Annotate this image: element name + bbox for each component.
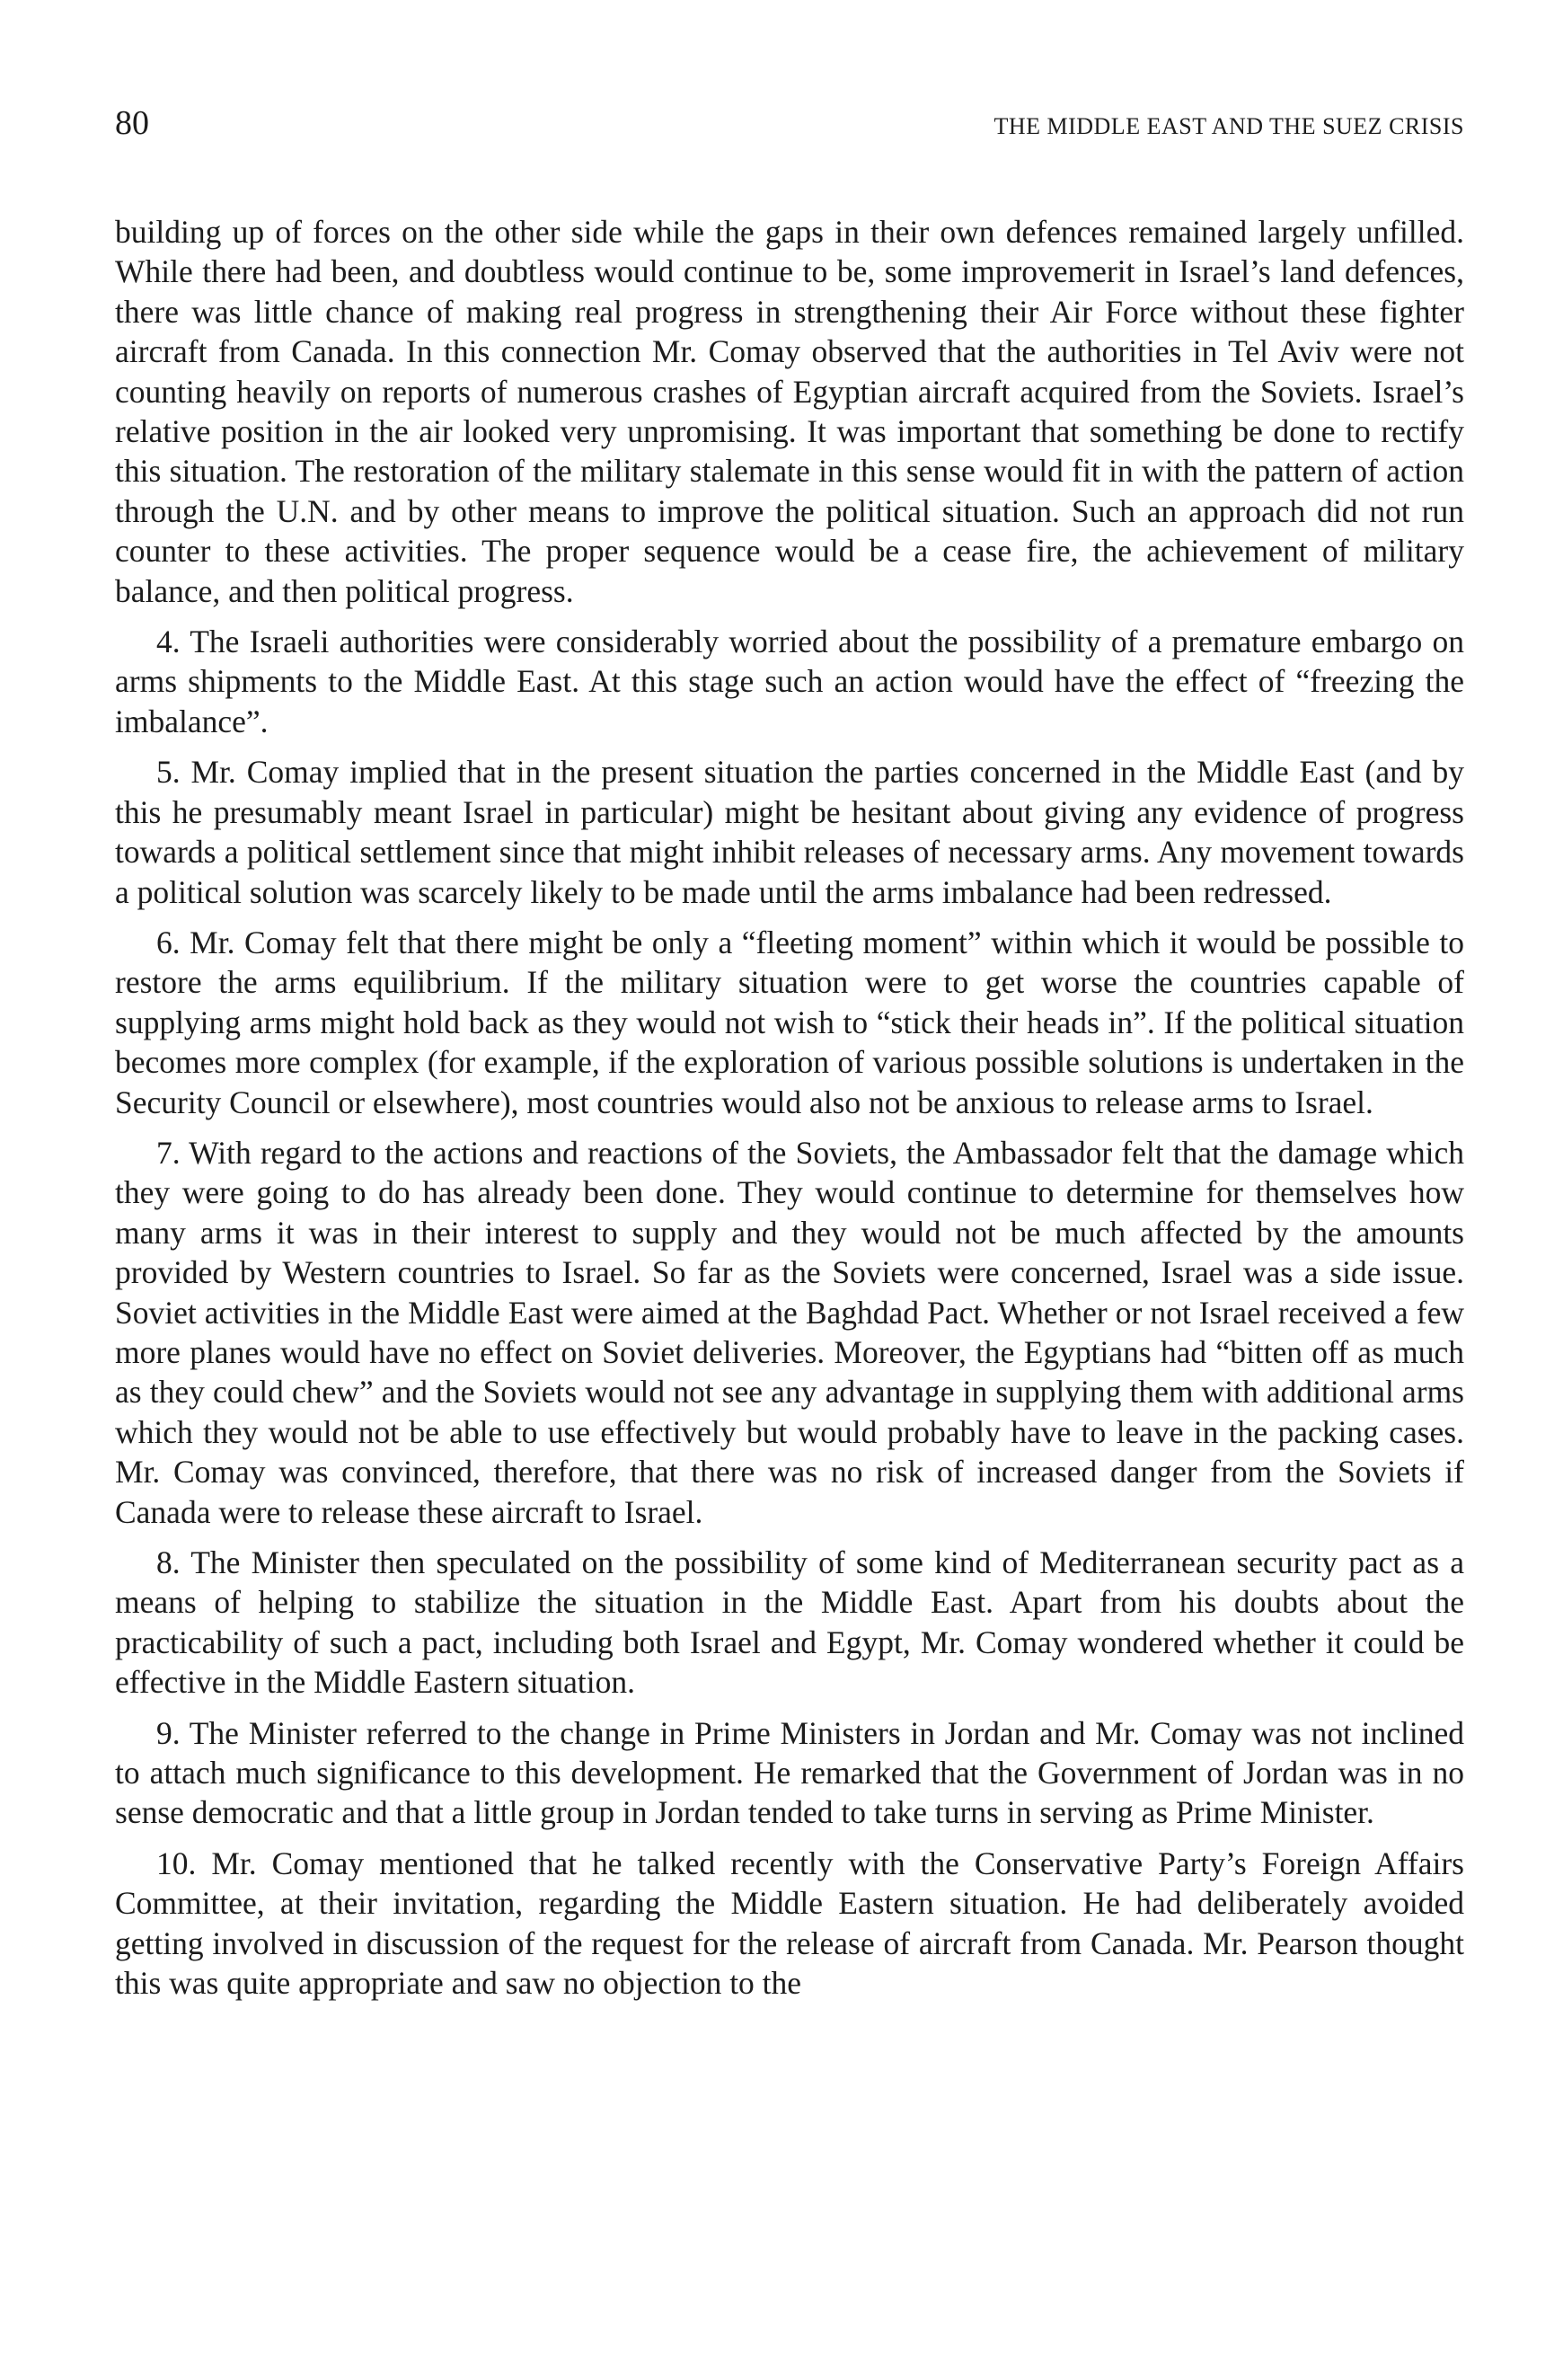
paragraph-10: 10. Mr. Comay mentioned that he talked recently with the Conservative Party’s Foreign Affairs Committee, at their invitation, regarding the Middle Eastern situation. He had deliberately avoided getting involved in discussion of the request for the release of aircraft from Canada. Mr. Pearson thought this was quite appropriate and saw no objection to the — [115, 1845, 1464, 2002]
running-header — [115, 106, 1464, 160]
paragraph-9: 9. The Minister referred to the change in Prime Ministers in Jordan and Mr. Comay was not inclined to attach much significance to this development. He remarked that the Government of Jordan was in no sense democratic and that a little group in Jordan tended to take turns in serving as Prime Minister. — [115, 1714, 1464, 1831]
paragraph-7: 7. With regard to the actions and reactions of the Soviets, the Ambassador felt that the damage which they were going to do has already been done. They would continue to determine for themselves how many arms it was in their interest to supply and they would not be much affected by the amounts provided by Western countries to Israel. So far as the Soviets were concerned, Israel was a side issue. Soviet activities in the Middle East were aimed at the Baghdad Pact. Whether or not Israel received a few more planes would have no effect on Soviet deliveries. Moreover, the Egyptians had “bitten off as much as they could chew” and the Soviets would not see any advantage in supplying them with additional arms which they would not be able to use effectively but would probably have to leave in the packing cases. Mr. Comay was convinced, therefore, that there was no risk of increased danger from the Soviets if Canada were to release these aircraft to Israel. — [115, 1134, 1464, 1530]
document-page — [115, 106, 1464, 2013]
paragraph-continued: building up of forces on the other side while the gaps in their own defences remained largely unfilled. While there had been, and doubtless would continue to be, some improvemerit in Israel’s land defences, there was little chance of making real progress in strengthening their Air Force without these fighter aircraft from Canada. In this connection Mr. Comay observed that the authorities in Tel Aviv were not counting heavily on reports of numerous crashes of Egyptian aircraft acquired from the Soviets. Israel’s relative position in the air looked very unpromising. It was important that something be done to rectify this situation. The restoration of the military stalemate in this sense would fit in with the pattern of action through the U.N. and by other means to improve the political situation. Such an approach did not run counter to these activities. The proper sequence would be a cease fire, the achievement of military balance, and then political progress. — [115, 214, 1464, 609]
paragraph-5: 5. Mr. Comay implied that in the present situation the parties concerned in the Middle East (and by this he presumably meant Israel in particular) might be hesitant about giving any evidence of progress towards a political settlement since that might inhibit releases of necessary arms. Any movement towards a political solution was scarcely likely to be made until the arms imbalance had been redressed. — [115, 754, 1464, 910]
paragraph-6: 6. Mr. Comay felt that there might be only a “fleeting moment” within which it would be possible to restore the arms equilibrium. If the military situation were to get worse the countries capable of supplying arms might hold back as they would not wish to “stick their heads in”. If the political situation becomes more complex (for example, if the exploration of various possible solutions is undertaken in the Security Council or elsewhere), most countries would also not be anxious to release arms to Israel. — [115, 924, 1464, 1120]
running-title: THE MIDDLE EAST AND THE SUEZ CRISIS — [993, 113, 1464, 139]
body-text — [115, 212, 1464, 2003]
paragraph-8: 8. The Minister then speculated on the possibility of some kind of Mediterranean security pact as a means of helping to stabilize the situation in the Middle East. Apart from his doubts about the practicability of such a pact, including both Israel and Egypt, Mr. Comay wondered whether it could be effective in the Middle Eastern situation. — [115, 1544, 1464, 1701]
paragraph-4: 4. The Israeli authorities were considerably worried about the possibility of a premature embargo on arms shipments to the Middle East. At this stage such an action would have the effect of “freezing the imbalance”. — [115, 624, 1464, 739]
page-number: 80 — [115, 104, 149, 142]
